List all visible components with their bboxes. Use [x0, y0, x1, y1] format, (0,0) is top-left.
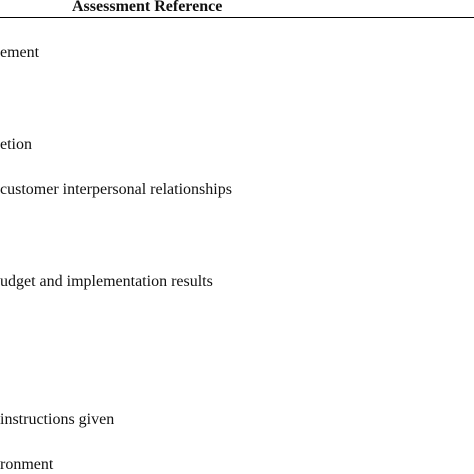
column-header-assessment-reference: Assessment Reference [72, 0, 223, 15]
table-row-text: customer interpersonal relationships [0, 181, 232, 198]
header-rule [0, 17, 474, 18]
table-row-text: udget and implementation results [0, 273, 213, 290]
table-row-text: ronment [0, 456, 54, 473]
table-row-text: etion [0, 136, 32, 153]
table-row-text: ement [0, 44, 40, 61]
table-row-text: instructions given [0, 411, 115, 428]
